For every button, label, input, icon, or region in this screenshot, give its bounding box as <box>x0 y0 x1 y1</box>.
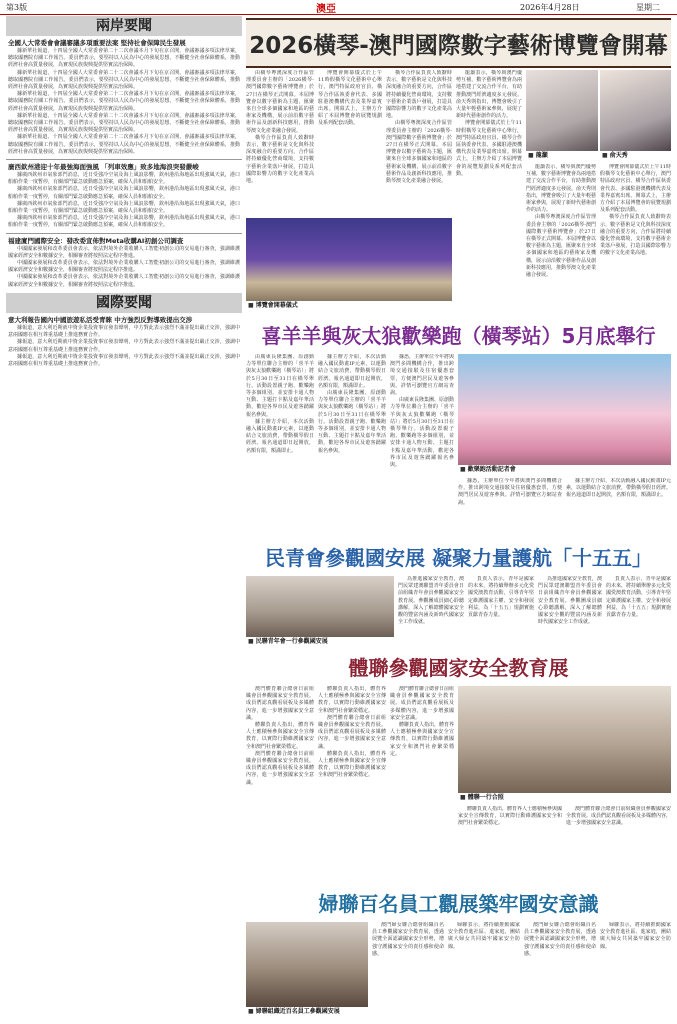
photo-youth-visit <box>246 576 394 646</box>
article-body: 據廣西欽州市氣象部門消息，近日受強冷空氣及海上風浪影響，欽州港沿海地區出現強風天氣，港口船舶作業一度暫停，有關部門緊急啟動應急預案，確保人員和船舶安全。 <box>8 172 240 186</box>
story-text: 體聯負責人指出，體育界人士應積極參與國家安全宣傳教育，以實際行動維護國家安全和澳門社會繁榮穩定。 <box>458 806 562 827</box>
story-text: 為推進國家安全教育，澳門民眾建澳聯盟青年委員會日前組織青年會員參觀國家安全教育展。參觀團成員細心聆聽講解，深入了解總體國家安全觀的豐富內涵及新時代國家安全工作成就。 <box>538 576 602 626</box>
story-3-column-3 <box>538 576 602 646</box>
story-text: 體聯負責人指出，體育界人士應積極參與國家安全宣傳教育，以實際行動維護國家安全和澳門社會繁榮穩定。 <box>390 722 454 757</box>
photo-opening-ceremony <box>246 218 452 310</box>
article-body: 據廣西欽州市氣象部門消息，近日受強冷空氣及海上風浪影響，欽州港沿海地區出現強風天氣，港口船舶作業一度暫停，有關部門緊急啟動應急預案，確保人員和船舶安全。 <box>8 200 240 215</box>
story-2-headline: 喜羊羊與灰太狼歡樂跑（橫琴站）5月底舉行 <box>261 323 656 348</box>
story-1-headline: 2026橫琴-澳門國際數字藝術博覽會開幕 <box>246 18 671 68</box>
story-text: 橫琴合作區負責人致辭時表示，數字藝術是文化與科技深度融合的重要方向，合作區將持續優化營商環境，支持數字藝術企業落戶發展，打造具國際影響力的數字文化產業高地。 <box>246 134 314 185</box>
story-text: 據悉，主辦單位今年將與澳門多間機構合作，推出跨境交通接駁及住宿優惠套票，方便澳門居民及遊客參與。詳情可瀏覽官方網站查詢。 <box>458 478 562 506</box>
article-headline: 廣西欽州港迎十年最強海面強風 「列車效應」致多地海浪突發嚴峻 <box>8 163 199 172</box>
story-1-column-6 <box>600 164 671 310</box>
issue-weekday: 星期二 <box>636 3 660 12</box>
story-text: 由廣東長隆集團、原創動力等單位聯合主辦的「喜羊羊與灰太狼歡樂跑（橫琴站）」將於5月30日至31日在橫琴舉行。活動設置親子跑、歡樂跑等多個組別，並安排卡通人物互動、主題打卡點及嘉年華活動，歡迎各界市民及遊客踴躍報名參與。 <box>390 397 454 469</box>
story-text: 澳門體育聯合總會日前組織會員參觀國家安全教育展。成員們認真觀看展板及多媒體內容，進一步增強國家安全意識。 <box>566 806 671 827</box>
story-text: 橫琴合作區負責人致辭時表示，數字藝術是文化與科技深度融合的重要方向，合作區將持續優化營商環境，支持數字藝術企業落戶發展，打造具國際影響力的數字文化產業高地。 <box>386 70 452 120</box>
photo-speaker-yu <box>600 70 671 160</box>
article-italy <box>6 316 242 368</box>
story-4-column-2 <box>318 686 386 880</box>
article-body: 據廣西欽州市氣象部門消息，近日受強冷空氣及海上風浪影響，欽州港沿海地區出現強風天氣，港口船舶作業一度暫停，有關部門緊急啟動應急預案，確保人員和船舶安全。 <box>8 215 240 229</box>
story-2-column-4 <box>458 478 562 534</box>
article-body: 據新華社報道，十四屆全國人大常委會第二十二次會議本月下旬在京召開，會議審議多項法律草案，聽取國務院有關工作報告。委員們表示，要堅持以人民為中心的發展思想，不斷健全社會保障體系，推動經濟社會高質量發展，為實現民族復興提供堅實法治保障。 <box>8 91 240 112</box>
photo-caption: ■ 博覽會開幕儀式 <box>246 301 452 310</box>
story-text: 由橫琴粵澳深度合作區管理委員會主辦的「2026橫琴-澳門國際數字藝術博覽會」於27日在橫琴正式開幕。本屆博覽會以數字藝術為主題，匯聚來自全球多個國家和地區的藝術家及機構，展示前沿數字藝術作品及創新科技應用，推動琴澳文化產業融合發展。 <box>526 214 596 279</box>
story-2-column-2 <box>318 354 386 534</box>
story-text: 澳門婦女聯合總會組織百名員工參觀國家安全教育展，透過展覽全面認識國家安全形勢，增強守護國家安全的責任感和使命感。 <box>372 922 444 957</box>
story-2-column-3 <box>390 354 454 534</box>
story-3-column-4 <box>606 576 671 646</box>
divider <box>6 233 242 234</box>
photo-womens-federation <box>246 922 368 1016</box>
story-text: 負責人表示，青年是國家的未來，將持續舉辦多元化愛國愛澳教育活動，引導青年堅定維護國家主權、安全和發展利益，為「十五五」規劃實施貢獻青春力量。 <box>606 576 671 619</box>
story-text: 由廣東長隆集團、原創動力等單位聯合主辦的「喜羊羊與灰太狼歡樂跑（橫琴站）」將於5月30日至31日在橫琴舉行。活動設置親子跑、歡樂跑等多個組別，並安排卡通人物互動、主題打卡點及嘉年華活動，歡迎各界市民及遊客踴躍報名參與。 <box>318 390 386 454</box>
story-1-column-4 <box>456 70 522 310</box>
article-body: 中國國家發展和改革委員會表示，依法對境外企業收購人工智能初創公司的交易進行審查，強調維護國家經濟安全和數據安全，相關審查將按照法定程序推進。 <box>8 245 240 259</box>
story-5-column-1 <box>372 922 444 1016</box>
photo-fun-run-press <box>458 354 671 474</box>
story-text: 由廣東長隆集團、原創動力等單位聯合主辦的「喜羊羊與灰太狼歡樂跑（橫琴站）」將於5月30日至31日在橫琴舉行。活動設置親子跑、歡樂跑等多個組別，並安排卡通人物互動、主題打卡點及嘉年華活動，歡迎各界市民及遊客踴躍報名參與。 <box>246 354 314 418</box>
article-body: 據新華社報道，十四屆全國人大常委會第二十二次會議本月下旬在京召開，會議審議多項法律草案，聽取國務院有關工作報告。委員們表示，要堅持以人民為中心的發展思想，不斷健全社會保障體系，推動經濟社會高質量發展，為實現民族復興提供堅實法治保障。 <box>8 134 240 155</box>
story-text: 由橫琴粵澳深度合作區管理委員會主辦的「2026橫琴-澳門國際數字藝術博覽會」於27日在橫琴正式開幕。本屆博覽會以數字藝術為主題，匯聚來自全球多個國家和地區的藝術家及機構，展示前沿數字藝術作品及創新科技應用，推動琴澳文化產業融合發展。 <box>246 70 314 134</box>
section-heading-cross-strait: 兩岸要聞 <box>6 16 242 36</box>
story-text: 澳門婦女聯合總會組織百名員工參觀國家安全教育展，透過展覽全面認識國家安全形勢，增強守護國家安全的責任感和使命感。 <box>524 922 596 957</box>
story-4-column-4 <box>458 806 562 880</box>
story-2-column-1 <box>246 354 314 534</box>
page-number: 第3版 <box>6 3 28 12</box>
story-text: 龍灝表示，橫琴與澳門優勢互補，數字藝術博覽會為兩地搭建了交流合作平台，有助推動澳門經濟適度多元發展。俞天秀則指出，博覽會吸引了大量年輕藝術家參與，展現了新時代藝術創作的活力。 <box>526 164 596 214</box>
article-body: 中國國家發展和改革委員會表示，依法對境外企業收購人工智能初創公司的交易進行審查，強調維護國家經濟安全和數據安全，相關審查將按照法定程序推進。 <box>8 260 240 274</box>
article-headline: 意大利報告國內中國旅遊私活受青睞 中方強烈反對導致提出交涉 <box>8 315 193 324</box>
article-guangxi <box>6 163 242 230</box>
story-text: 負責人表示，青年是國家的未來，將持續舉辦多元化愛國愛澳教育活動，引導青年堅定維護國家主權、安全和發展利益，為「十五五」規劃實施貢獻青春力量。 <box>468 576 534 619</box>
article-body: 中國國家發展和改革委員會表示，依法對境外企業收購人工智能初創公司的交易進行審查，強調維護國家經濟安全和數據安全，相關審查將按照法定程序推進。 <box>8 274 240 288</box>
story-4-headline: 體聯參觀國家安全教育展 <box>348 655 569 680</box>
story-4-column-1 <box>246 686 314 880</box>
article-npc <box>6 39 242 156</box>
story-text: 博覽會開幕儀式於上午11時假橫琴文化藝術中心舉行，澳門特區政府官員、橫琴合作區執委會代表、多國駐港澳機構代表及業界嘉賓出席。開幕式上，主辦方介紹了本屆博覽會的展覽規劃及系列配套活動。 <box>318 70 382 127</box>
issue-date: 2026年4月28日 <box>520 3 580 12</box>
story-text: 體聯負責人指出，體育界人士應積極參與國家安全宣傳教育，以實際行動維護國家安全和澳門社會繁榮穩定。 <box>318 686 386 714</box>
photo-caption: ■ 俞天秀 <box>600 151 671 160</box>
story-3-column-1 <box>398 576 464 646</box>
divider <box>6 159 242 160</box>
photo-caption: ■ 歡樂跑活動記者會 <box>458 465 671 474</box>
story-text: 據主辦方介紹，本次活動融入國民動畫IP元素，以運動結合文旅消費，帶動橫琴假日經濟。報名通道即日起開放，名額有限，額滿即止。 <box>566 478 671 499</box>
story-text: 由橫琴粵澳深度合作區管理委員會主辦的「2026橫琴-澳門國際數字藝術博覽會」於27日在橫琴正式開幕。本屆博覽會以數字藝術為主題，匯聚來自全球多個國家和地區的藝術家及機構，展示前沿數字藝術作品及創新科技應用，推動琴澳文化產業融合發展。 <box>386 120 452 185</box>
story-text: 據悉，主辦單位今年將與澳門多間機構合作，推出跨境交通接駁及住宿優惠套票，方便澳門居民及遊客參與。詳情可瀏覽官方網站查詢。 <box>390 354 454 397</box>
story-text: 體聯負責人指出，體育界人士應積極參與國家安全宣傳教育，以實際行動維護國家安全和澳門社會繁榮穩定。 <box>246 722 314 750</box>
story-text: 澳門體育聯合總會日前組織會員參觀國家安全教育展。成員們認真觀看展板及多媒體內容，進一步增強國家安全意識。 <box>246 750 314 786</box>
article-body: 據新華社報道，十四屆全國人大常委會第二十二次會議本月下旬在京召開，會議審議多項法律草案，聽取國務院有關工作報告。委員們表示，要堅持以人民為中心的發展思想，不斷健全社會保障體系，推動經濟社會高質量發展，為實現民族復興提供堅實法治保障。 <box>8 112 240 134</box>
story-3-column-2 <box>468 576 534 646</box>
photo-caption: ■ 民聯青年會一行參觀國安展 <box>246 637 394 646</box>
story-text: 博覽會開幕儀式於上午11時假橫琴文化藝術中心舉行，澳門特區政府官員、橫琴合作區執委會代表、多國駐港澳機構代表及業界嘉賓出席。開幕式上，主辦方介紹了本屆博覽會的展覽規劃及系列配套活動。 <box>456 120 522 177</box>
page-header <box>0 0 677 15</box>
story-1-column-5 <box>526 164 596 310</box>
story-text: 體聯負責人指出，體育界人士應積極參與國家安全宣傳教育，以實際行動維護國家安全和澳門社會繁榮穩定。 <box>318 750 386 779</box>
newspaper-logo: 澳亞 <box>316 4 336 15</box>
article-headline: 福建廈門國際安全：發改委宣佈對Meta收購AI初創公司調查 <box>8 236 184 245</box>
article-body: 據報道，意大利近期就中資企業投資事宜發表聲明，中方對此表示強烈不滿並提出嚴正交涉，強調中意兩國應在相互尊重基礎上推進務實合作。 <box>8 353 240 367</box>
story-text: 澳門體育聯合總會日前組織會員參觀國家安全教育展。成員們認真觀看展板及多媒體內容，進一步增強國家安全意識。 <box>318 714 386 750</box>
story-5-column-2 <box>448 922 520 1016</box>
story-2-column-5 <box>566 478 671 534</box>
story-text: 橫琴合作區負責人致辭時表示，數字藝術是文化與科技深度融合的重要方向，合作區將持續優化營商環境，支持數字藝術企業落戶發展，打造具國際影響力的數字文化產業高地。 <box>600 214 671 257</box>
article-body: 據報道，意大利近期就中資企業投資事宜發表聲明，中方對此表示強烈不滿並提出嚴正交涉，強調中意兩國應在相互尊重基礎上推進務實合作。 <box>8 339 240 353</box>
story-5-column-4 <box>600 922 671 1016</box>
section-heading-international: 國際要聞 <box>6 293 242 313</box>
story-text: 澳門體育聯合總會日前組織會員參觀國家安全教育展。成員們認真觀看展板及多媒體內容，進一步增強國家安全意識。 <box>246 686 314 721</box>
article-meta <box>6 237 242 289</box>
story-3-headline: 民青會參觀國安展 凝聚力量護航「十五五」 <box>265 545 652 570</box>
story-text: 博覽會開幕儀式於上午11時假橫琴文化藝術中心舉行，澳門特區政府官員、橫琴合作區執委會代表、多國駐港澳機構代表及業界嘉賓出席。開幕式上，主辦方介紹了本屆博覽會的展覽規劃及系列配套活動。 <box>600 164 671 214</box>
story-4-column-5 <box>566 806 671 880</box>
article-body: 據新華社報道，十四屆全國人大常委會第二十二次會議本月下旬在京召開，會議審議多項法律草案，聽取國務院有關工作報告。委員們表示，要堅持以人民為中心的發展思想，不斷健全社會保障體系，推動經濟社會高質量發展，為實現民族復興提供堅實法治保障。 <box>8 48 240 69</box>
story-4-column-3 <box>390 686 454 880</box>
story-text: 龍灝表示，橫琴與澳門優勢互補，數字藝術博覽會為兩地搭建了交流合作平台，有助推動澳門經濟適度多元發展。俞天秀則指出，博覽會吸引了大量年輕藝術家參與，展現了新時代藝術創作的活力。 <box>456 70 522 120</box>
article-body: 據報道，意大利近期就中資企業投資事宜發表聲明，中方對此表示強烈不滿並提出嚴正交涉，強調中意兩國應在相互尊重基礎上推進務實合作。 <box>8 324 240 339</box>
photo-speaker-long <box>526 70 598 160</box>
article-body: 據新華社報道，十四屆全國人大常委會第二十二次會議本月下旬在京召開，會議審議多項法律草案，聽取國務院有關工作報告。委員們表示，要堅持以人民為中心的發展思想，不斷健全社會保障體系，推動經濟社會高質量發展，為實現民族復興提供堅實法治保障。 <box>8 69 240 91</box>
photo-caption: ■ 體聯一行合照 <box>458 793 671 802</box>
story-text: 據主辦方介紹，本次活動融入國民動畫IP元素，以運動結合文旅消費，帶動橫琴假日經濟。報名通道即日起開放，名額有限，額滿即止。 <box>318 354 386 389</box>
story-text: 婦聯表示，將持續推動國家安全教育進社區、進家庭，團結廣大婦女共同築牢國家安全防線。 <box>600 922 671 950</box>
story-text: 澳門體育聯合總會日前組織會員參觀國家安全教育展。成員們認真觀看展板及多媒體內容，進一步增強國家安全意識。 <box>390 686 454 721</box>
story-text: 為推進國家安全教育，澳門民眾建澳聯盟青年委員會日前組織青年會員參觀國家安全教育展。參觀團成員細心聆聽講解，深入了解總體國家安全觀的豐富內涵及新時代國家安全工作成就。 <box>398 576 464 626</box>
article-body: 據廣西欽州市氣象部門消息，近日受強冷空氣及海上風浪影響，欽州港沿海地區出現強風天氣，港口船舶作業一度暫停，有關部門緊急啟動應急預案，確保人員和船舶安全。 <box>8 186 240 200</box>
story-text: 婦聯表示，將持續推動國家安全教育進社區、進家庭，團結廣大婦女共同築牢國家安全防線。 <box>448 922 520 950</box>
story-5-column-3 <box>524 922 596 1016</box>
photo-caption: ■ 婦聯組織近百名員工參觀國安展 <box>246 1007 368 1016</box>
story-1-column-2 <box>318 70 382 200</box>
story-text: 據主辦方介紹，本次活動融入國民動畫IP元素，以運動結合文旅消費，帶動橫琴假日經濟。報名通道即日起開放，名額有限，額滿即止。 <box>246 418 314 454</box>
photo-caption: ■ 龍灝 <box>526 151 598 160</box>
article-headline: 全國人大常委會會議審議多項重要法案 堅持社會保障民生發展 <box>8 39 186 47</box>
left-column <box>6 16 242 1020</box>
story-5-headline: 婦聯百名員工觀展築牢國安意識 <box>318 891 599 916</box>
photo-sports-group <box>458 686 671 802</box>
